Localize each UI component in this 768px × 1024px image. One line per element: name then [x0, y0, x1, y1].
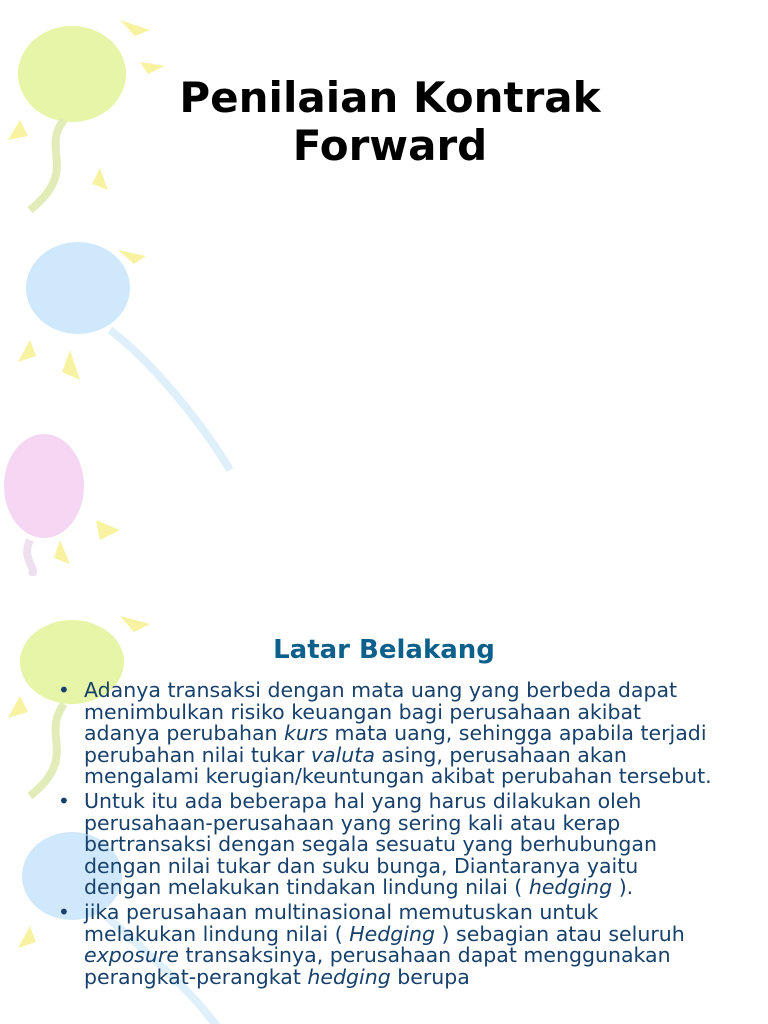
bullet-dot-icon: • — [58, 678, 70, 702]
italic-term: valuta — [310, 742, 375, 767]
italic-term: Hedging — [349, 921, 436, 946]
slide-2-title: Latar Belakang — [273, 635, 495, 665]
bullet-item — [56, 788, 716, 900]
bullet-text: Untuk itu ada beberapa hal yang harus dilakukan oleh perusahaan-perusahaan yang sering kali atau kerap bertransaksi dengan segala sesuatu yang berhubungan dengan nilai tukar dan suku bunga, Diantaranya yaitu dengan melakukan tindakan lindung nilai ( — [84, 788, 657, 900]
bullet-item — [56, 680, 716, 788]
italic-term: hedging — [307, 964, 391, 989]
bullet-list — [56, 680, 716, 991]
slide-1-title — [110, 74, 670, 170]
bullet-text: ) sebagian atau seluruh — [435, 921, 685, 946]
italic-term: exposure — [84, 943, 180, 968]
bullet-text: ). — [612, 875, 634, 900]
bullet-text: berupa — [390, 964, 470, 989]
title-line-1: Penilaian Kontrak — [179, 73, 601, 122]
bullet-dot-icon: • — [58, 788, 70, 813]
bullet-dot-icon: • — [58, 899, 70, 924]
title-line-2: Forward — [292, 121, 488, 170]
bullet-text: Adanya transaksi dengan mata uang yang berbeda dapat menimbulkan risiko keuangan bagi perusahaan akibat adanya perubahan — [84, 678, 678, 746]
bullet-text: transaksinya, perusahaan dapat menggunakan perangkat-perangkat — [84, 943, 671, 989]
bullet-text: jika perusahaan multinasional memutuskan untuk melakukan lindung nilai ( — [84, 899, 599, 946]
balloon-pink-icon — [4, 434, 120, 576]
italic-term: hedging — [528, 875, 613, 900]
bullet-item — [56, 899, 716, 989]
italic-term: kurs — [284, 721, 329, 746]
bullet-text: mata uang, sehingga apabila terjadi perubahan nilai tukar — [84, 721, 707, 767]
slide-2 — [0, 576, 768, 1024]
bullet-text: asing, perusahaan akan mengalami kerugian/keuntungan akibat perubahan tersebut. — [84, 742, 712, 789]
